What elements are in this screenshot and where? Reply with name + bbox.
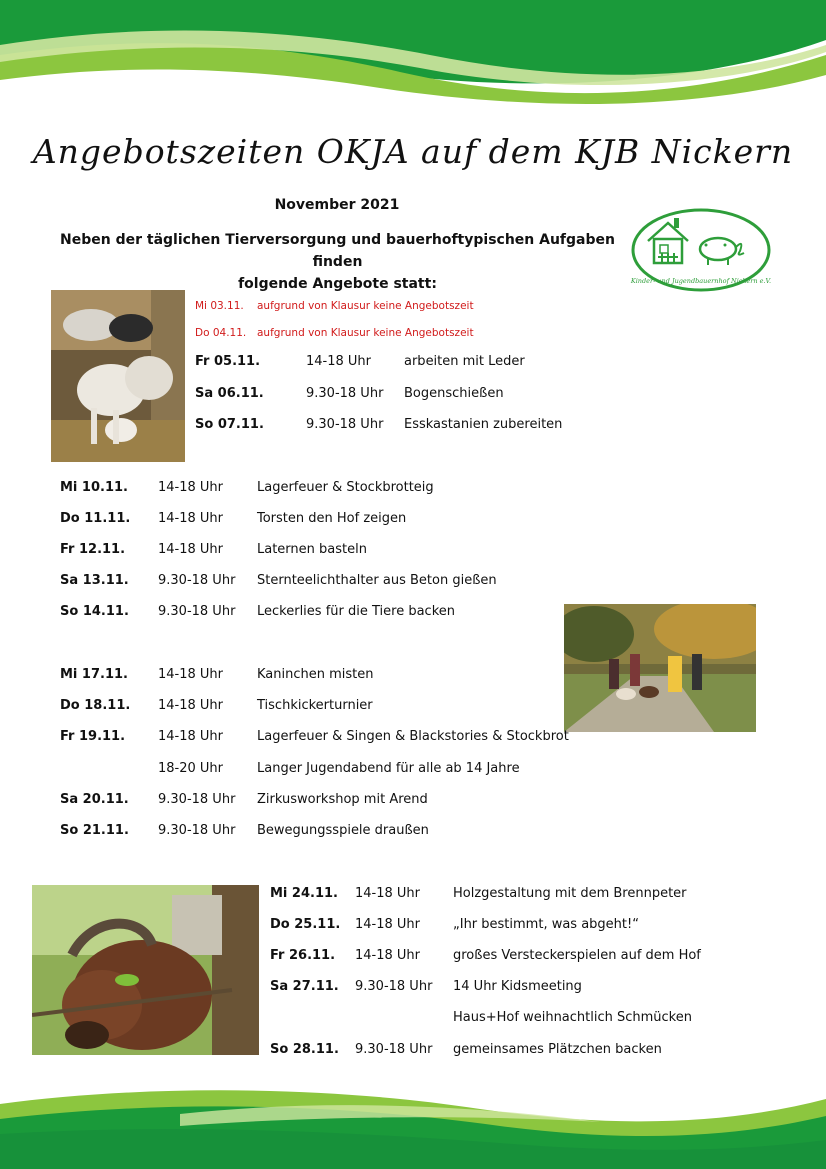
schedule-day: Mi 10.11. [60, 480, 128, 495]
schedule-day: So 28.11. [270, 1042, 339, 1057]
schedule-day: Do 11.11. [60, 511, 131, 526]
schedule-activity: Langer Jugendabend für alle ab 14 Jahre [257, 761, 520, 776]
schedule-time: 14-18 Uhr [158, 667, 224, 682]
schedule-activity: Tischkickerturnier [257, 698, 373, 713]
schedule-time: 14-18 Uhr [158, 542, 224, 557]
pig-icon [700, 238, 744, 265]
schedule-activity: Bogenschießen [404, 386, 504, 401]
schedule-activity: Sternteelichthalter aus Beton gießen [257, 573, 497, 588]
schedule-row [60, 541, 560, 559]
schedule-activity: Torsten den Hof zeigen [257, 511, 407, 526]
intro-text [60, 229, 615, 295]
lambs-photo [51, 290, 185, 462]
schedule-row [195, 416, 615, 434]
farm-logo [630, 205, 772, 295]
schedule-time: 9.30-18 Uhr [158, 573, 236, 588]
schedule-activity: Laternen basteln [257, 542, 367, 557]
schedule-time: 14-18 Uhr [355, 948, 421, 963]
schedule-time: 14-18 Uhr [158, 729, 224, 744]
schedule-activity: großes Versteckerspielen auf dem Hof [453, 948, 701, 963]
schedule-row [60, 666, 560, 684]
notice-day: Do 04.11. [195, 327, 247, 339]
schedule-activity: „Ihr bestimmt, was abgeht!“ [453, 917, 639, 932]
schedule-row [60, 603, 560, 621]
schedule-time: 9.30-18 Uhr [355, 979, 433, 994]
schedule-activity: Lagerfeuer & Stockbrotteig [257, 480, 434, 495]
schedule-day: Fr 26.11. [270, 948, 336, 963]
schedule-time: 14-18 Uhr [355, 917, 421, 932]
schedule-time: 9.30-18 Uhr [158, 792, 236, 807]
intro-line-2: folgende Angebote statt: [238, 276, 437, 292]
schedule-activity: Esskastanien zubereiten [404, 417, 563, 432]
schedule-time: 9.30-18 Uhr [158, 823, 236, 838]
schedule-time: 18-20 Uhr [158, 761, 224, 776]
schedule-activity: gemeinsames Plätzchen backen [453, 1042, 662, 1057]
schedule-time: 9.30-18 Uhr [355, 1042, 433, 1057]
notice-row [195, 297, 595, 315]
schedule-time: 14-18 Uhr [158, 480, 224, 495]
schedule-day: Sa 27.11. [270, 979, 339, 994]
schedule-day: Fr 12.11. [60, 542, 126, 557]
goat-photo [32, 885, 259, 1055]
bottom-wave-decoration [0, 1074, 826, 1169]
intro-line-1: Neben der täglichen Tierversorgung und bauerhoftypischen Aufgaben finden [60, 232, 615, 270]
schedule-activity: Holzgestaltung mit dem Brennpeter [453, 886, 687, 901]
schedule-day: So 07.11. [195, 417, 264, 432]
schedule-activity: Bewegungsspiele draußen [257, 823, 429, 838]
logo-text: Kinder- und Jugendbauernhof Nickern e.V. [630, 277, 772, 285]
notice-row [195, 324, 595, 342]
schedule-activity: Lagerfeuer & Singen & Blackstories & Stockbrot [257, 729, 569, 744]
schedule-row [60, 822, 560, 840]
schedule-row [270, 978, 720, 996]
schedule-row [60, 760, 560, 778]
top-wave-decoration [0, 0, 826, 110]
schedule-row [270, 1009, 720, 1027]
notice-text: aufgrund von Klausur keine Angebotszeit [257, 327, 474, 339]
schedule-row [60, 510, 560, 528]
schedule-row [270, 947, 720, 965]
schedule-row [270, 1041, 720, 1059]
schedule-day: Sa 13.11. [60, 573, 129, 588]
schedule-activity: arbeiten mit Leder [404, 354, 525, 369]
schedule-day: So 14.11. [60, 604, 129, 619]
schedule-day: Sa 20.11. [60, 792, 129, 807]
schedule-time: 14-18 Uhr [158, 511, 224, 526]
schedule-activity: 14 Uhr Kidsmeeting [453, 979, 582, 994]
schedule-day: Mi 24.11. [270, 886, 338, 901]
schedule-time: 14-18 Uhr [355, 886, 421, 901]
schedule-row [60, 728, 569, 746]
schedule-day: Mi 17.11. [60, 667, 128, 682]
schedule-time: 14-18 Uhr [158, 698, 224, 713]
schedule-time: 14-18 Uhr [306, 354, 372, 369]
walk-with-goats-photo [564, 604, 756, 732]
schedule-time: 9.30-18 Uhr [306, 417, 384, 432]
schedule-row [60, 697, 560, 715]
schedule-day: Fr 05.11. [195, 354, 261, 369]
schedule-row [60, 479, 560, 497]
schedule-row [270, 885, 720, 903]
schedule-day: Do 18.11. [60, 698, 131, 713]
schedule-day: Fr 19.11. [60, 729, 126, 744]
schedule-row [195, 385, 615, 403]
schedule-day: Do 25.11. [270, 917, 341, 932]
notice-text: aufgrund von Klausur keine Angebotszeit [257, 300, 474, 312]
schedule-row [270, 916, 720, 934]
schedule-activity: Leckerlies für die Tiere backen [257, 604, 455, 619]
schedule-activity: Zirkusworkshop mit Arend [257, 792, 428, 807]
schedule-day: Sa 06.11. [195, 386, 264, 401]
page-title: Angebotszeiten OKJA auf dem KJB Nickern [32, 132, 794, 171]
schedule-activity: Kaninchen misten [257, 667, 374, 682]
schedule-row [60, 791, 560, 809]
schedule-time: 9.30-18 Uhr [158, 604, 236, 619]
schedule-activity: Haus+Hof weihnachtlich Schmücken [453, 1010, 692, 1025]
schedule-row [60, 572, 560, 590]
month-heading: November 2021 [274, 197, 400, 213]
house-icon [648, 218, 688, 263]
schedule-row [195, 353, 615, 371]
notice-day: Mi 03.11. [195, 300, 244, 312]
schedule-time: 9.30-18 Uhr [306, 386, 384, 401]
schedule-day: So 21.11. [60, 823, 129, 838]
